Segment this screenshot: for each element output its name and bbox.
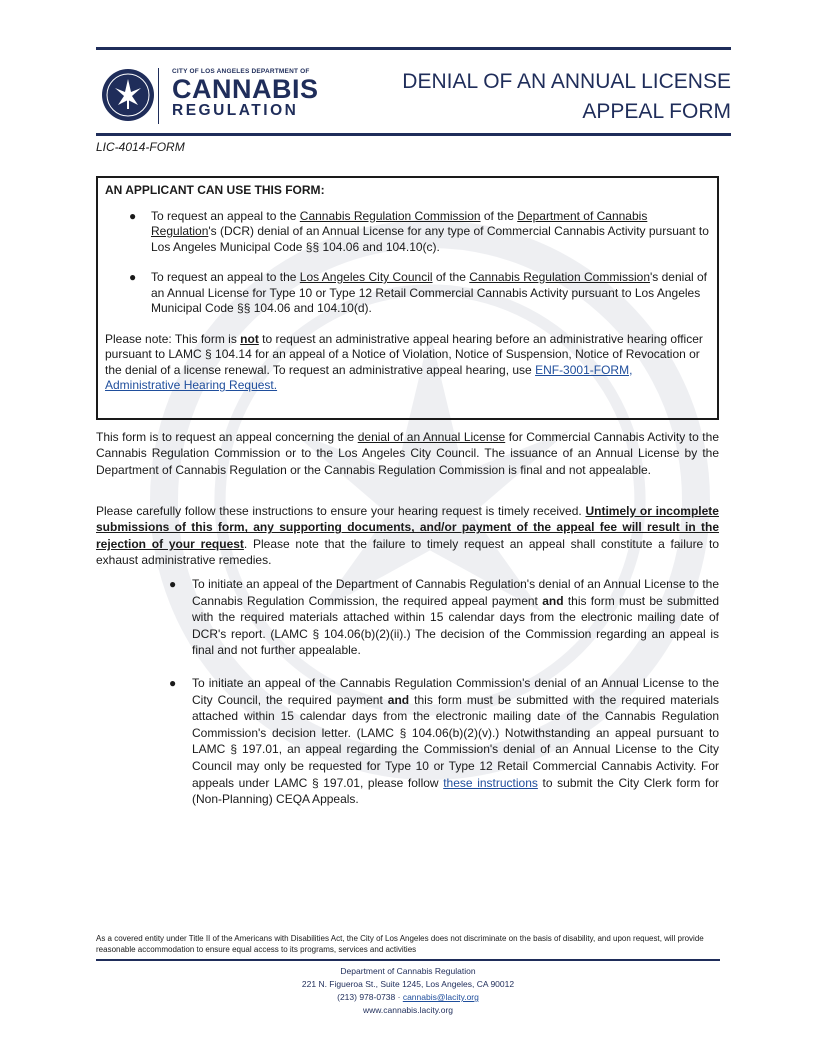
form-code: LIC-4014-FORM <box>96 140 185 154</box>
intro-paragraph: This form is to request an appeal concerning the denial of an Annual License for Commercial Cannabis Activity to the Cannabis Regulation Commission or to the Los Angeles City Council. The issuance of an Annual License by the Department of Cannabis Regulation or the Cannabis Regulation Commission is final and not appealable. <box>96 430 719 477</box>
these-instructions-link[interactable]: these instructions <box>443 775 538 790</box>
box-note: Please note: This form is not to request an administrative appeal hearing before an administrative hearing officer pursuant to LAMC § 104.14 for an appeal of a Notice of Violation, Notice of Suspension, Notice of Revocation or the denial of a license renewal. To request an administrative appeal hearing, use ENF-3001-FORM, Administrative Hearing Request. <box>105 331 703 392</box>
footer-contact: (213) 978-0738 · cannabis@lacity.org <box>337 992 479 1002</box>
footer-org: Department of Cannabis Regulation <box>340 966 476 976</box>
bullet-icon: ● <box>169 577 177 591</box>
brand-small-text: CITY OF LOS ANGELES DEPARTMENT OF <box>172 68 310 75</box>
brand-mid-text: REGULATION <box>172 102 299 119</box>
header-top-rule <box>96 47 731 50</box>
footer-email-link[interactable]: cannabis@lacity.org <box>402 992 479 1002</box>
appeal-item-council: ● To initiate an appeal of the Cannabis Regulation Commission's denial of an Annual License to the City Council, the required payment and this form must be submitted with the required materials attached within 15 calendar days from the electronic mailing date of the Cannabis Regulation Commission's decision letter. (LAMC § 104.06(b)(2)(v).) Notwithstanding an appeal pursuant to LAMC § 197.01, an appeal regarding the Commission's denial of an Annual License to the City Council may only be requested for Type 10 or Type 12 Retail Commercial Cannabis Activity. For appeals under LAMC § 197.01, please follow these instructions to submit the City Clerk form for (Non-Planning) CEQA Appeals. <box>169 676 720 807</box>
box-bullet-commission: ● To request an appeal to the Cannabis Regulation Commission of the Department of Cannabis Regulation's (DCR) denial of an Annual License for any type of Commercial Cannabis Activity pursuant to Los Angeles Municipal Code §§ 104.06 and 104.10(c). <box>129 208 709 254</box>
footer-rule <box>96 959 720 961</box>
page-title-line2: APPEAL FORM <box>582 100 731 123</box>
applicant-info-box <box>96 176 719 420</box>
bullet-icon: ● <box>129 208 137 223</box>
bullet-icon: ● <box>129 270 137 284</box>
department-seal-logo <box>101 68 155 122</box>
ada-notice: As a covered entity under Title II of the Americans with Disabilities Act, the City of Los Angeles does not discriminate on the basis of disability, and upon request, will provide reasonable accommodation to ensure equal access to its programs, services and activities <box>96 934 704 954</box>
page-title <box>402 67 731 127</box>
brand-divider <box>158 68 159 124</box>
header-bottom-rule <box>96 133 731 136</box>
footer-address: 221 N. Figueroa St., Suite 1245, Los Angeles, CA 90012 <box>301 979 515 989</box>
page-title-line1: DENIAL OF AN ANNUAL LICENSE <box>402 70 731 93</box>
instructions-paragraph: Please carefully follow these instructions to ensure your hearing request is timely received. Untimely or incomplete submissions of this form, any supporting documents, and/or payment of the appeal fee will result in the rejection of your request. Please note that the failure to timely request an appeal shall constitute a failure to exhaust administrative remedies. <box>96 504 719 568</box>
box-bullet-council: ● To request an appeal to the Los Angeles City Council of the Cannabis Regulation Commission's denial of an Annual License for Type 10 or Type 12 Retail Commercial Cannabis Activity pursuant to Los Angeles Municipal Code §§ 104.06 and 104.10(d). <box>129 270 707 315</box>
bullet-icon: ● <box>169 676 177 690</box>
brand-big-text: CANNABIS <box>172 74 319 104</box>
enf-3001-form-link[interactable]: ENF-3001-FORM, Administrative Hearing Request. <box>105 362 633 392</box>
appeal-item-commission: ● To initiate an appeal of the Department of Cannabis Regulation's denial of an Annual License to the Cannabis Regulation Commission, the required appeal payment and this form must be submitted with the required materials attached within 15 calendar days from the electronic mailing date of DCR's report. (LAMC § 104.06(b)(2)(ii).) The decision of the Commission regarding an appeal is final and not further appealable. <box>169 577 719 658</box>
footer-website[interactable]: www.cannabis.lacity.org <box>362 1005 454 1015</box>
box-heading: AN APPLICANT CAN USE THIS FORM: <box>105 183 325 197</box>
brand-wordmark <box>172 68 319 119</box>
footer <box>96 965 720 1017</box>
header <box>96 62 731 132</box>
